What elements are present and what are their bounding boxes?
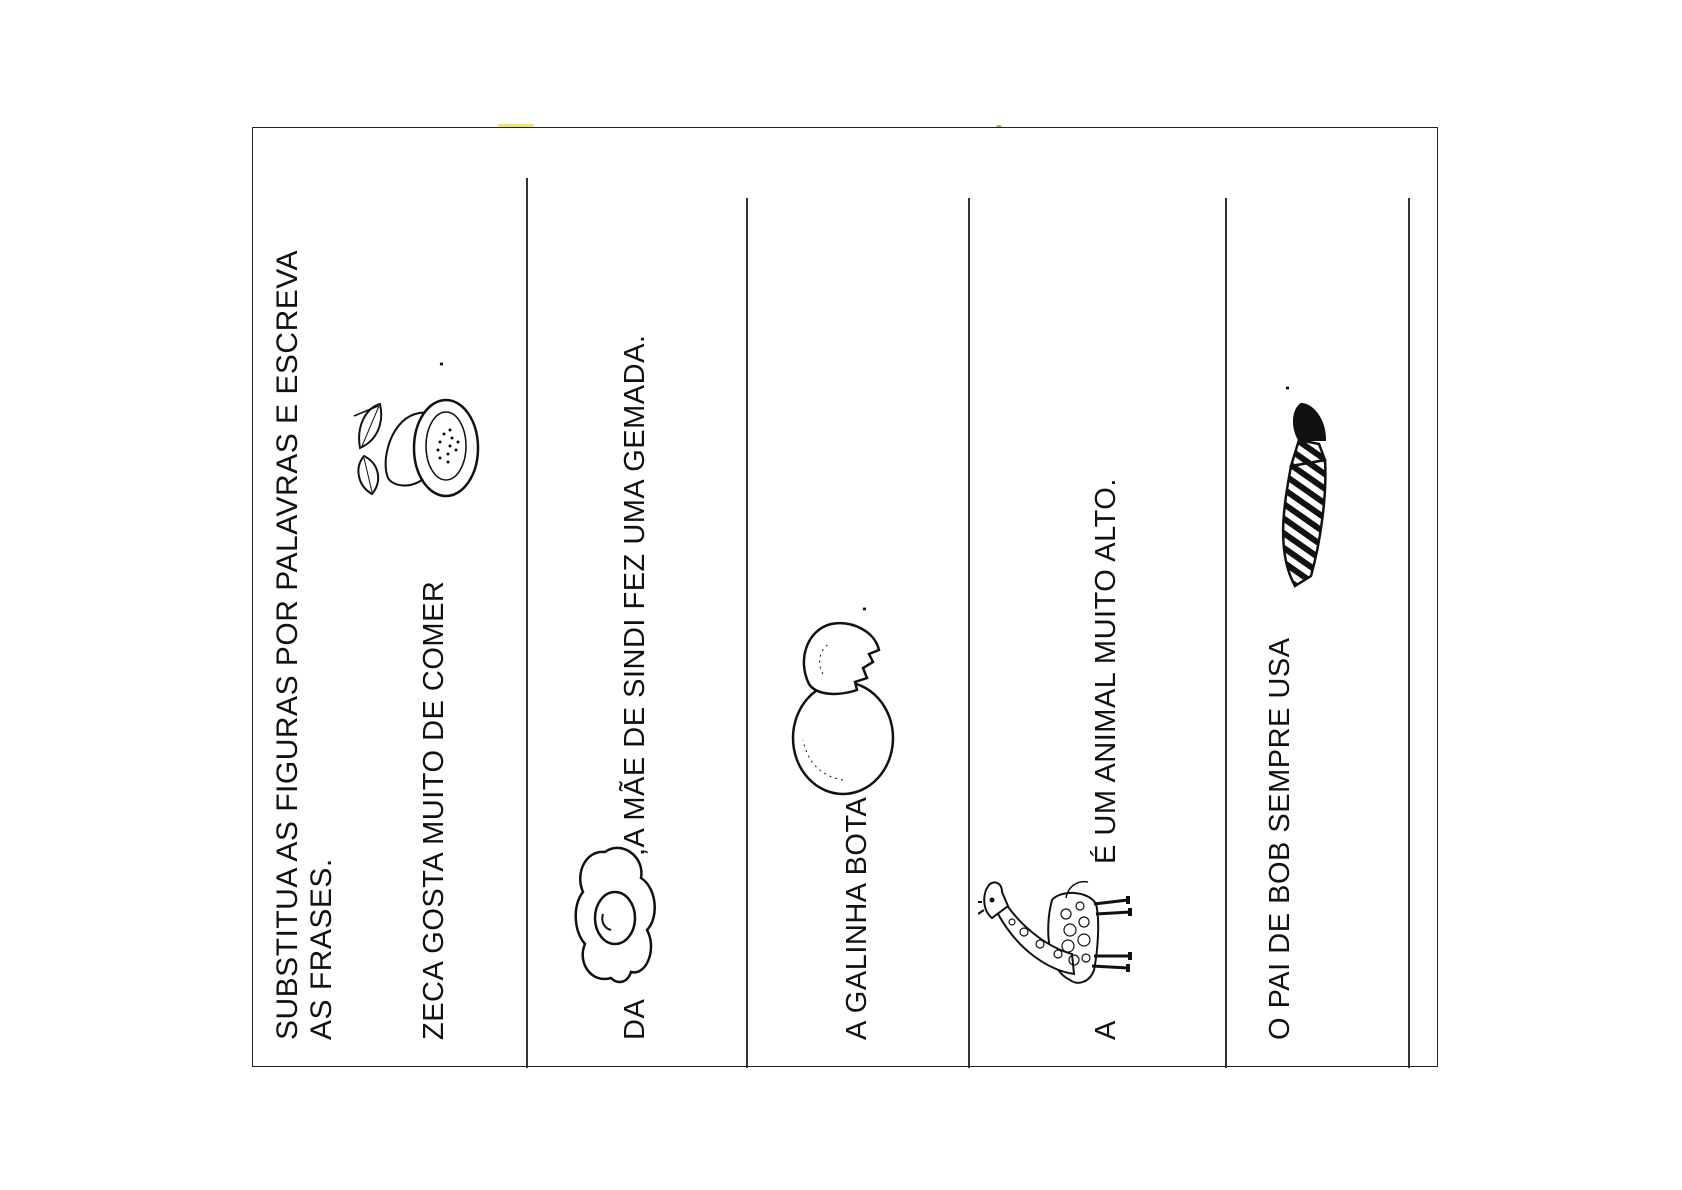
sentence-1-period: . [418, 359, 450, 368]
sentence-5-period: . [1264, 383, 1296, 392]
sentence-4-start: A [1090, 1020, 1122, 1040]
guava-icon [348, 368, 488, 508]
sentence-2-start: DA [619, 998, 651, 1040]
sentence-2-rest: ,A MÃE DE SINDI FEZ UMA GEMADA. [619, 334, 651, 856]
writing-line-2 [746, 198, 748, 1068]
eggs-icon [783, 610, 903, 800]
necktie-icon [1255, 400, 1355, 590]
instruction-title [271, 140, 339, 1040]
writing-line-1 [526, 178, 528, 1068]
sentence-5-text: O PAI DE BOB SEMPRE USA [1264, 637, 1296, 1040]
instruction-line-1: SUBSTITUA AS FIGURAS POR PALAVRAS E ESCREVA [271, 249, 304, 1040]
sentence-4-rest: É UM ANIMAL MUITO ALTO. [1090, 478, 1122, 864]
giraffe-icon [978, 870, 1138, 1010]
sentence-3-period: . [841, 604, 873, 613]
sentence-3-text: A GALINHA BOTA [841, 796, 873, 1040]
writing-line-5 [1408, 198, 1410, 1068]
fried-egg-icon [571, 838, 661, 988]
sentence-1-text: ZECA GOSTA MUITO DE COMER [418, 580, 450, 1040]
instruction-line-2: AS FRASES. [305, 858, 338, 1040]
writing-line-3 [968, 198, 970, 1068]
writing-line-4 [1225, 198, 1227, 1068]
worksheet-content [253, 128, 1439, 1068]
worksheet-frame [252, 127, 1438, 1067]
